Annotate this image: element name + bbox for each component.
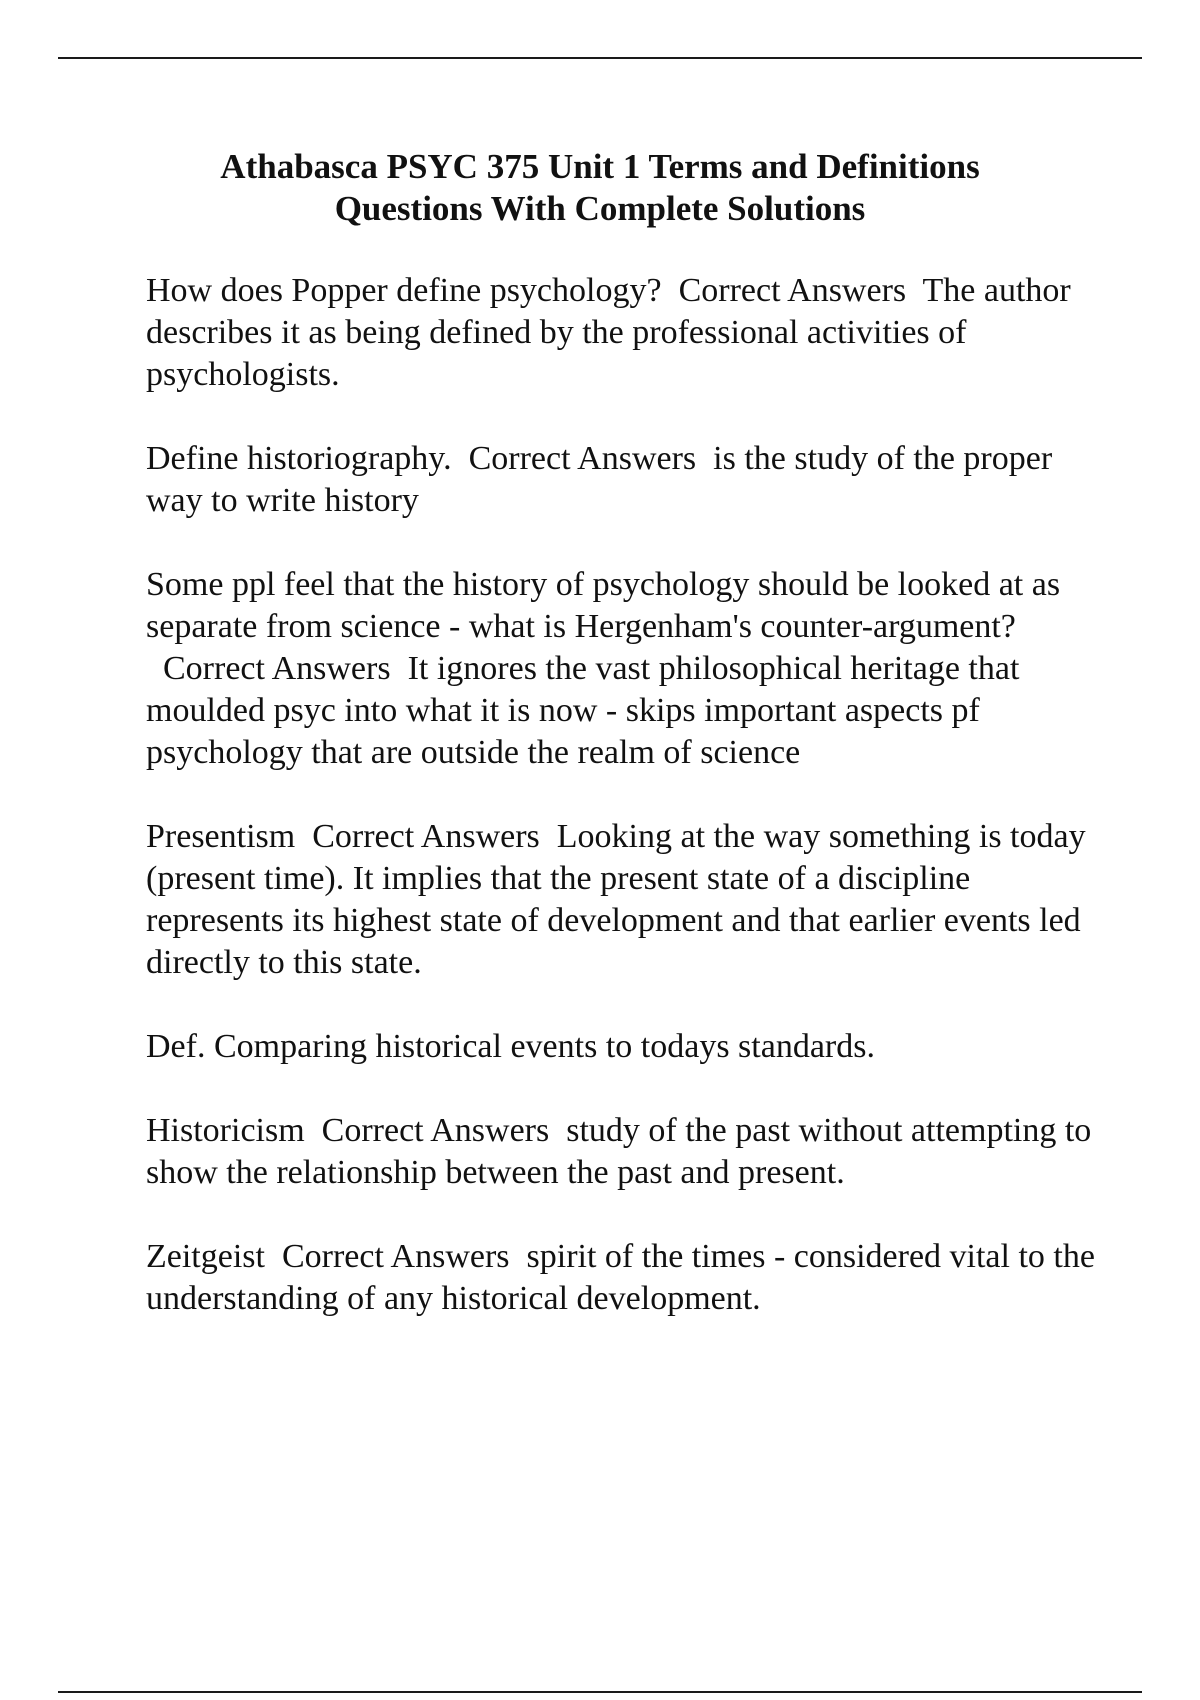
- qa-entry-popper: [146, 270, 1096, 396]
- answer-label: Correct Answers: [678, 272, 907, 309]
- answer-label: Correct Answers: [312, 818, 540, 855]
- answer-text: study of the past without attempting to show the relationship between the past and present.: [146, 1112, 1092, 1191]
- title-line-1: Athabasca PSYC 375 Unit 1 Terms and Definitions: [220, 147, 980, 186]
- qa-entry-hergenham: [146, 564, 1096, 774]
- answer-text: is the study of the proper way to write history: [146, 440, 1053, 519]
- answer-label: Correct Answers: [468, 440, 697, 477]
- document-body: [146, 270, 1096, 1362]
- answer-label: Correct Answers: [281, 1238, 510, 1275]
- question-text: Some ppl feel that the history of psychology should be looked at as separate from science - what is Hergenham's counter-argument?: [146, 566, 1061, 645]
- qa-entry-zeitgeist: [146, 1236, 1096, 1320]
- answer-text: spirit of the times - considered vital to the understanding of any historical development.: [146, 1238, 1095, 1317]
- top-rule: [58, 57, 1142, 59]
- bottom-rule: [58, 1691, 1142, 1693]
- answer-label: Correct Answers: [321, 1112, 550, 1149]
- question-text: Presentism: [146, 818, 296, 855]
- qa-entry-presentism: [146, 816, 1096, 984]
- answer-text: The author describes it as being defined by the professional activities of psychologists.: [146, 272, 1071, 393]
- answer-label: Correct Answers: [163, 650, 391, 687]
- qa-entry-historiography: [146, 438, 1096, 522]
- answer-text: It ignores the vast philosophical heritage that moulded psyc into what it is now - skips important aspects pf psychology that are outside the realm of science: [146, 650, 1020, 771]
- answer-text: Looking at the way something is today (present time). It implies that the present state of a discipline represents its highest state of development and that earlier events led directly to this state.: [146, 818, 1086, 981]
- question-text: How does Popper define psychology?: [146, 272, 662, 309]
- qa-entry-historicism: [146, 1110, 1096, 1194]
- question-text: Historicism: [146, 1112, 305, 1149]
- question-text: Zeitgeist: [146, 1238, 265, 1275]
- question-text: Define historiography.: [146, 440, 452, 477]
- definition-note: [146, 1026, 1096, 1068]
- note-text: Def. Comparing historical events to todays standards.: [146, 1028, 875, 1065]
- title-line-2: Questions With Complete Solutions: [334, 189, 866, 228]
- document-title: [100, 146, 1100, 230]
